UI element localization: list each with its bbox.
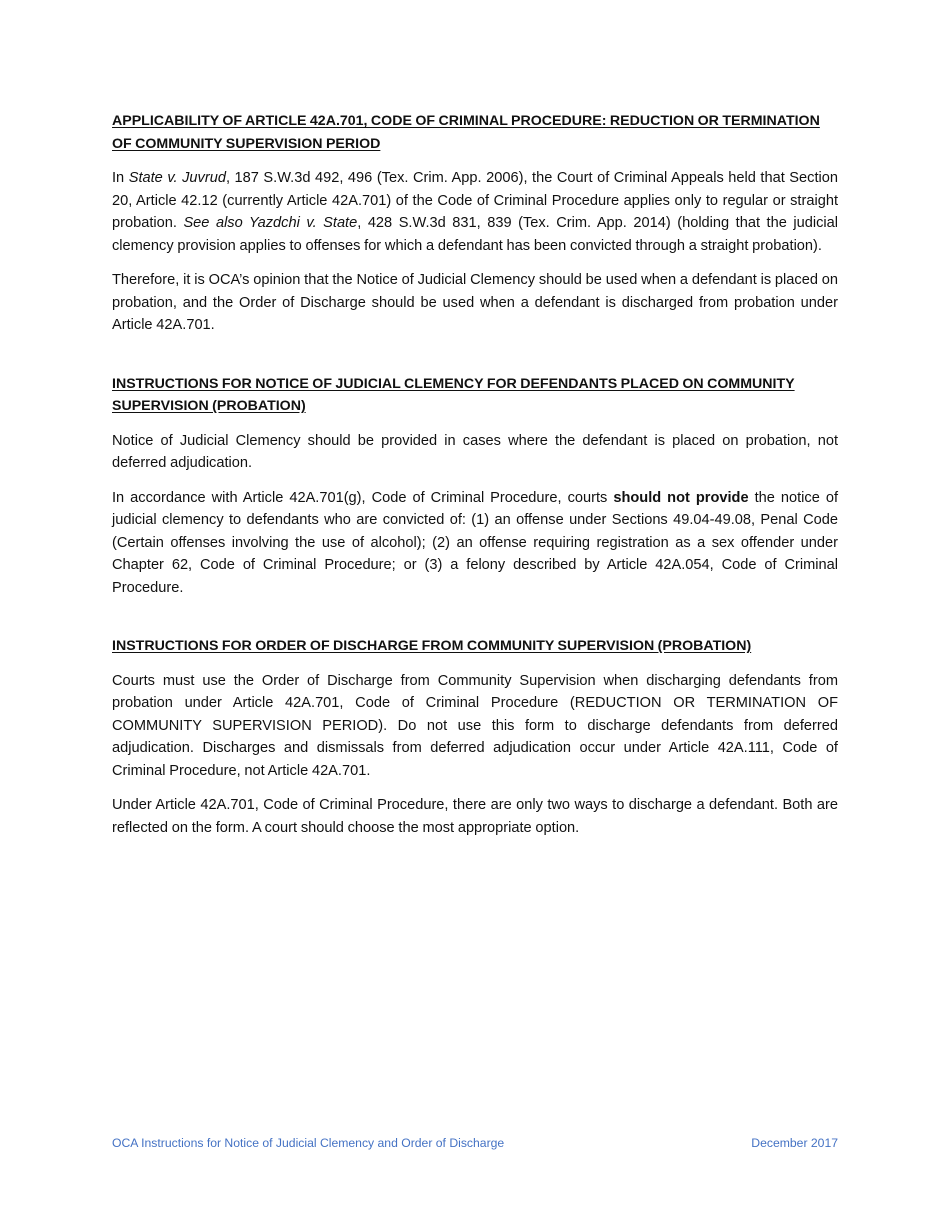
paragraph-notice-provided: Notice of Judicial Clemency should be provided in cases where the defendant is placed on probation, not deferred adjudication. bbox=[112, 432, 838, 471]
footer-date: December 2017 bbox=[751, 1136, 838, 1150]
section-heading-order-discharge: INSTRUCTIONS FOR ORDER OF DISCHARGE FROM COMMUNITY SUPERVISION (PROBATION) bbox=[112, 638, 752, 654]
text-run: In bbox=[112, 170, 129, 186]
paragraph-oca-opinion: Therefore, it is OCA’s opinion that the Notice of Judicial Clemency should be used when a defendant is placed on probation, and the Order of Discharge should be used when a defendant is discharged from probation under Article 42A.701. bbox=[112, 272, 838, 333]
case-name-juvrud: State v. Juvrud bbox=[128, 170, 226, 186]
document-body bbox=[112, 110, 838, 839]
footer-document-title: OCA Instructions for Notice of Judicial Clemency and Order of Discharge bbox=[112, 1136, 505, 1150]
section-heading-notice-clemency: INSTRUCTIONS FOR NOTICE OF JUDICIAL CLEMENCY FOR DEFENDANTS PLACED ON COMMUNITY SUPERVISION (PROBATION) bbox=[112, 375, 795, 414]
text-run: , 428 S.W.3d 831, 839 (Tex. Crim. App. 2014) (holding that the judicial clemency provision applies to offenses for which a defendant has been convicted through a straight probation). bbox=[112, 215, 838, 254]
paragraph-order-usage: Courts must use the Order of Discharge from Community Supervision when discharging defendants from probation under Article 42A.701, Code of Criminal Procedure (REDUCTION OR TERMINATION OF COMMUNITY SUPERVISION PERIOD). Do not use this form to discharge defendants from deferred adjudication. Discharges and dismissals from deferred adjudication occur under Article 42A.111, Code of Criminal Procedure, not Article 42A.701. bbox=[112, 672, 838, 779]
paragraph-exclusions bbox=[112, 487, 838, 600]
section-heading-applicability: APPLICABILITY OF ARTICLE 42A.701, CODE OF CRIMINAL PROCEDURE: REDUCTION OR TERMINATION OF COMMUNITY SUPERVISION PERIOD bbox=[112, 113, 820, 152]
paragraph-juvrud bbox=[112, 167, 838, 257]
text-run: In accordance with Article 42A.701(g), Code of Criminal Procedure, courts bbox=[112, 489, 614, 506]
text-run: , 187 S.W.3d 492, 496 (Tex. Crim. App. 2006), the Court of Criminal Appeals held that Section 20, Article 42.12 (currently Article 42A.701) of the Code of Criminal Procedure applies only to regular or straight probation. bbox=[112, 170, 838, 231]
emphasis-should-not-provide: should not provide bbox=[613, 489, 749, 506]
paragraph-two-ways: Under Article 42A.701, Code of Criminal Procedure, there are only two ways to discharge a defendant. Both are reflected on the form. A court should choose the most appropriate option. bbox=[112, 797, 838, 836]
text-run: the notice of judicial clemency to defendants who are convicted of: (1) an offense under Sections 49.04-49.08, Penal Code (Certain offenses involving the use of alcohol); (2) an offense requiring registration as a sex offender under Chapter 62, Code of Criminal Procedure; or (3) a felony described by Article 42A.054, Code of Criminal Procedure. bbox=[112, 489, 838, 596]
case-name-yazdchi: See also Yazdchi v. State bbox=[183, 215, 358, 231]
page-footer bbox=[112, 1136, 838, 1150]
